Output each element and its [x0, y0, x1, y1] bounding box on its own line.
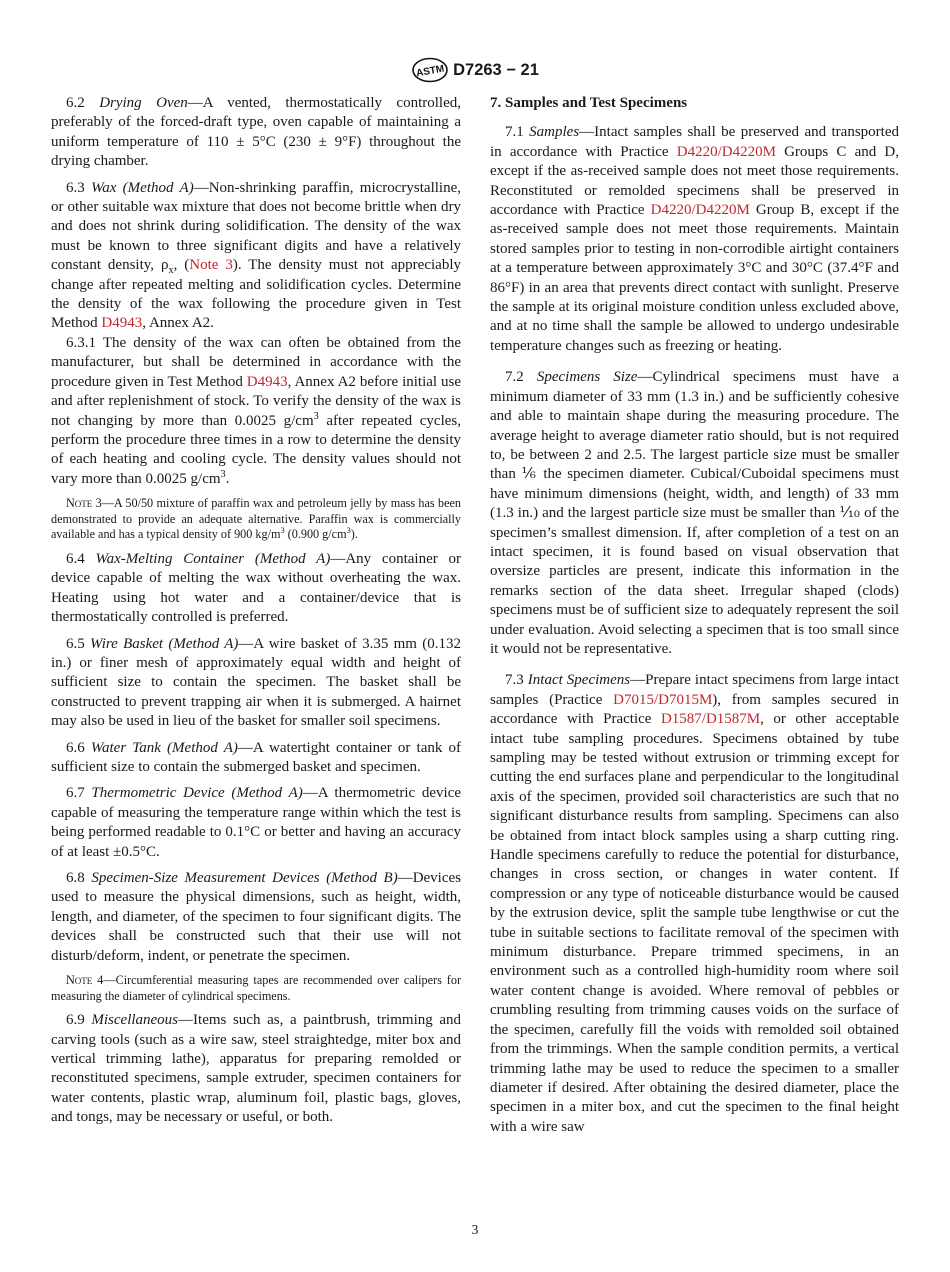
section-6-8: 6.8 Specimen-Size Measurement Devices (Method B)—Devices used to measure the physical dimensions, such as height, width, length, and diameter, of the specimen to four significant digits. The devices shall be constructed such that their use will not disturb/deform, indent, or penetrate the specimen. [51, 870, 461, 964]
note-4: Note 4—Circumferential measuring tapes are recommended over calipers for measuring the diameter of cylindrical specimens. [51, 973, 462, 1003]
section-7-heading: 7. Samples and Test Specimens [490, 95, 688, 111]
left-column [51, 94, 461, 1128]
section-6-9: 6.9 Miscellaneous—Items such as, a paintbrush, trimming and carving tools (such as a wire saw, steel straightedge, miter box and vertical trimming lathe), apparatus for preparing remolded or reconstituted specimens, sample extruder, specimen containers for water contents, plastic wrap, aluminum foil, plastic bags, gloves, and tongs, may be necessary or useful, or both. [51, 1012, 462, 1126]
document-designation: D7263 − 21 [453, 60, 539, 79]
d4943-link[interactable]: D4943 [101, 315, 143, 332]
section-6-2: 6.2 Drying Oven—A vented, thermostatically controlled, preferably of the forced-draft type, oven capable of maintaining a uniform temperature of 110 ± 5°C (230 ± 9°F) throughout the drying chamber. [51, 95, 461, 170]
right-column [490, 94, 899, 1137]
page-header [0, 57, 950, 83]
note-3-link[interactable]: Note 3 [189, 257, 233, 274]
note-3: Note 3—A 50/50 mixture of paraffin wax and petroleum jelly by mass has been demonstrated to provide an adequate alternative. Paraffin wax is commercially available and has a typical density of 900 $kg/m^3$ (0.900 $g/cm^3$). [51, 496, 462, 542]
d1587-link[interactable]: D1587/D1587M [660, 711, 761, 728]
section-7-1: 7.1 Samples—Intact samples shall be preserved and transported in accordance with Practice D4220/D4220M Groups C and D, except if the as-received sample does not meet those requirements. Reconstituted or remolded specimens shall be preserved in accordance with Practice D4220/D4220M Group B, except if the as-received sample does not meet those requirements. Maintain stored samples prior to testing in non-corrodible airtight containers at a temperature between approximately 3°C and 30°C (37.4°F and 86°F) in an area that prevents direct contact with sunlight. Preserve the sample at its original moisture condition unless excluded above, and at no time shall the sample be allowed to undergo undesirable temperature changes such as freezing or heating. [490, 124, 899, 354]
d4220-link[interactable]: D4220/D4220M [676, 143, 776, 160]
d4943-link[interactable]: D4943 [246, 373, 288, 390]
d7015-link[interactable]: D7015/D7015M [613, 691, 713, 708]
section-6-3: 6.3 Wax (Method A)—Non-shrinking paraffin, microcrystalline, or other suitable wax mixture that does not become brittle when dry and does not shrink during solidification. The density of the wax must be known to three significant digits and have a relatively constant density, $\rho_x$, (Note 3). The density must not appreciably change after repeated melting and solidification cycles. Determine the density of the wax following the procedure given in Test Method D4943, Annex A2. [51, 179, 462, 332]
section-6-6: 6.6 Water Tank (Method A)—A watertight container or tank of sufficient size to contain the submerged basket and specimen. [51, 739, 462, 775]
section-7-3: 7.3 Intact Specimens—Prepare intact specimens from large intact samples (Practice D7015/D7015M), from samples secured in accordance with Practice D1587/D1587M, or other acceptable intact tube sampling procedures. Specimens obtained by tube sampling may be tested without extrusion or trimming except for cutting the end surfaces plane and perpendicular to the longitudinal axis of the specimen, provided soil characteristics are such that no significant disturbance results from sampling. Specimens can also be obtained from intact block samples using a sharp cutting ring. Handle specimens carefully to reduce the potential for disturbance, changes in cross section, or changes in water content. If compression or any type of noticeable disturbance would be caused by the extrusion device, split the sample tube lengthwise or cut the tube in suitable sections to facilitate removal of the specimen with minimum disturbance. Prepare trimmed specimens, in an environment such as a controlled high-humidity room where soil water content change is avoided. Where removal of pebbles or crumbling resulting from trimming causes voids on the surface of the specimen, carefully fill the voids with remolded soil obtained from the trimmings. When the sample condition permits, a vertical trimming lathe may be used to reduce the specimen to a smaller diameter if desired. After obtaining the desired diameter, place the specimen in a miter box, and cut the specimen to the final height with a wire saw [490, 672, 899, 1135]
section-6-4: 6.4 Wax-Melting Container (Method A)—Any container or device capable of melting the wax without overheating the wax. Heating using hot water and a container/device that is thermostatically controlled is preferred. [51, 550, 462, 626]
section-7-2: 7.2 Specimens Size—Cylindrical specimens must have a minimum diameter of 33 mm (1.3 in.) and be sufficiently cohesive and able to maintain shape during the measuring procedure. The average height to average diameter ratio should, but is not required to, be between 2 and 2.5. The largest particle size must be smaller than ⅙ the specimen diameter. Cubical/Cuboidal specimens must have minimum dimensions (height, width, and length) of 33 mm (1.3 in.) and the largest particle size must be smaller than ⅒ of the specimen’s smallest dimension. If, after completion of a test on an intact specimen, it is found based on visual observation that oversize particles are present, indicate this information in the remarks section of the data sheet. Irregular shaped (clods) specimens must be of sufficient size to adequately represent the soil under evaluation. Avoid selecting a specimen that is too small since it would not be representative. [490, 369, 900, 657]
section-6-5: 6.5 Wire Basket (Method A)—A wire basket of 3.35 mm (0.132 in.) or finer mesh of approximately equal width and height of sufficient size to contain the specimen. The basket shall be constructed to prevent trapping air when it is submerged. A hairnet may also be used in lieu of the basket for smaller soil specimens. [51, 635, 461, 730]
svg-text:ASTM: ASTM [415, 63, 446, 80]
d4220-link[interactable]: D4220/D4220M [650, 202, 750, 219]
page-number: 3 [471, 1222, 479, 1237]
section-6-7: 6.7 Thermometric Device (Method A)—A thermometric device capable of measuring the temperature range within which the test is being performed readable to 0.1°C or better and having an accuracy of at least ±0.5°C. [51, 785, 462, 860]
astm-logo-icon [411, 57, 449, 83]
section-6-3-1: 6.3.1 The density of the wax can often be obtained from the manufacturer, but shall be determined in accordance with the procedure given in Test Method D4943, Annex A2 before initial use and after replenishment of stock. To verify the density of the wax is not changing by more than 0.0025 $g/cm^3$ after repeated cycles, perform the procedure three times in a row to determine the density of each heating and cooling cycle. The density values should not vary more than 0.0025 $g/cm^3$. [51, 334, 461, 487]
